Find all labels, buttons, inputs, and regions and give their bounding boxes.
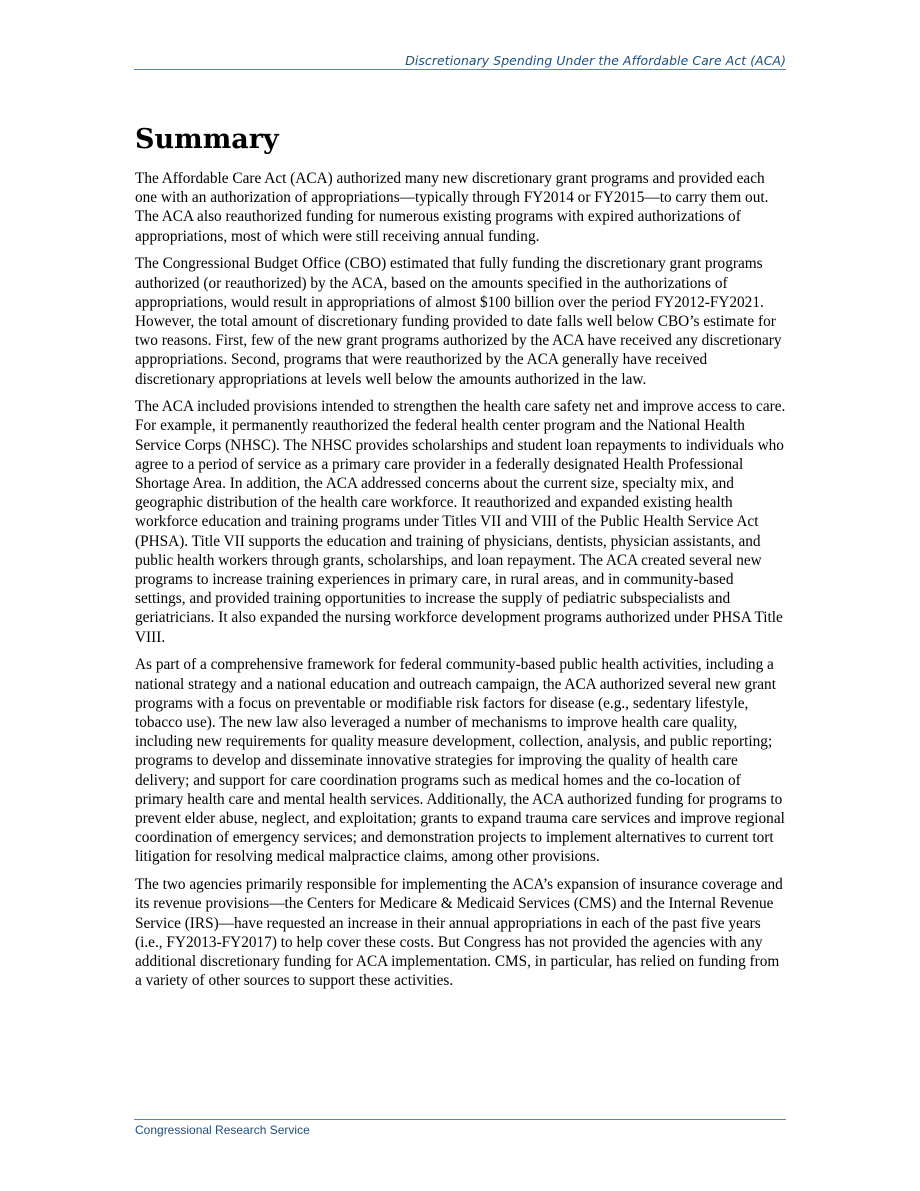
summary-paragraph: The Affordable Care Act (ACA) authorized many new discretionary grant programs and provided each one with an authorization of appropriations—typically through FY2014 or FY2015—to carry them out. The ACA also reauthorized funding for numerous existing programs with expired authorizations of appropriations, most of which were still receiving annual funding. — [135, 170, 769, 245]
summary-body — [135, 169, 787, 999]
summary-paragraph: The two agencies primarily responsible for implementing the ACA’s expansion of insurance coverage and its revenue provisions—the Centers for Medicare & Medicaid Services (CMS) and the Internal Revenue Service (IRS)—have requested an increase in their annual appropriations in each of the past five years (i.e., FY2013-FY2017) to help cover these costs. But Congress has not provided the agencies with any additional discretionary funding for ACA implementation. CMS, in particular, has relied on funding from a variety of other sources to support these activities. — [135, 876, 783, 990]
footer-divider — [134, 1119, 786, 1120]
summary-paragraph: The Congressional Budget Office (CBO) estimated that fully funding the discretionary grant programs authorized (or reauthorized) by the ACA, based on the amounts specified in the authorizations of appropriations, would result in appropriations of almost $100 billion over the period FY2012-FY2021. However, the total amount of discretionary funding provided to date falls well below CBO’s estimate for two reasons. First, few of the new grant programs authorized by the ACA have received any discretionary appropriations. Second, programs that were reauthorized by the ACA generally have received discretionary appropriations at levels well below the amounts authorized in the law. — [135, 255, 782, 388]
header-divider — [134, 69, 786, 70]
footer-organization: Congressional Research Service — [135, 1123, 310, 1137]
running-header: Discretionary Spending Under the Affordable Care Act (ACA) — [405, 53, 786, 68]
summary-paragraph: The ACA included provisions intended to strengthen the health care safety net and improve access to care. For example, it permanently reauthorized the federal health center program and the National Health Service Corps (NHSC). The NHSC provides scholarships and student loan repayments to individuals who agree to a period of service as a primary care provider in a federally designated Health Professional Shortage Area. In addition, the ACA addressed concerns about the current size, specialty mix, and geographic distribution of the health care workforce. It reauthorized and expanded existing health workforce education and training programs under Titles VII and VIII of the Public Health Service Act (PHSA). Title VII supports the education and training of physicians, dentists, physician assistants, and public health workers through grants, scholarships, and loan repayment. The ACA created several new programs to increase training experiences in primary care, in rural areas, and in community-based settings, and provided training opportunities to increase the supply of pediatric subspecialists and geriatricians. It also expanded the nursing workforce development programs authorized under PHSA Title VIII. — [135, 398, 786, 646]
summary-paragraph: As part of a comprehensive framework for federal community-based public health activities, including a national strategy and a national education and outreach campaign, the ACA authorized several new grant programs with a focus on preventable or modifiable risk factors for disease (e.g., sedentary lifestyle, tobacco use). The new law also leveraged a number of mechanisms to improve health care quality, including new requirements for quality measure development, collection, analysis, and public reporting; programs to develop and disseminate innovative strategies for improving the quality of health care delivery; and support for care coordination programs such as medical homes and the co-location of primary health care and mental health services. Additionally, the ACA authorized funding for programs to prevent elder abuse, neglect, and exploitation; grants to expand trauma care services and improve regional coordination of emergency services; and demonstration projects to implement alternatives to current tort litigation for resolving medical malpractice claims, among other provisions. — [135, 656, 785, 866]
section-title: Summary — [135, 124, 279, 155]
